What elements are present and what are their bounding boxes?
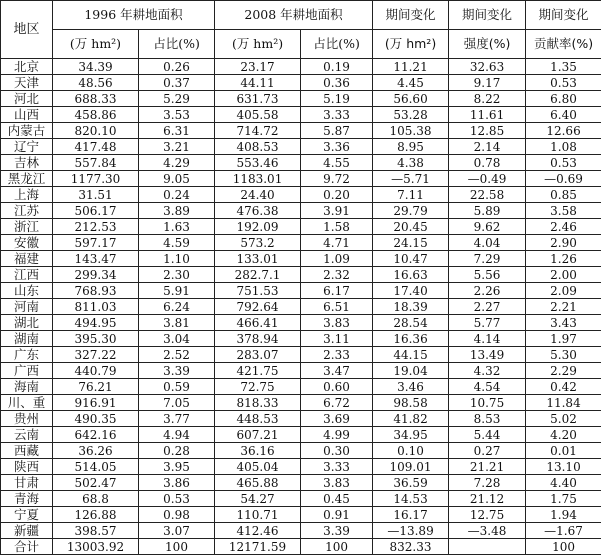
- cell-area-2008: 72.75: [215, 379, 301, 395]
- cell-share-1996: 1.63: [139, 219, 215, 235]
- table-row: [1, 491, 601, 507]
- subheader-share-1996: 占比(%): [139, 30, 215, 59]
- cell-contribution: 0.01: [526, 443, 601, 459]
- cell-area-1996: 395.30: [53, 331, 139, 347]
- cell-area-2008: 751.53: [215, 283, 301, 299]
- cell-region: 湖南: [1, 331, 53, 347]
- cell-share-1996: 0.98: [139, 507, 215, 523]
- cell-intensity: 5.44: [449, 427, 526, 443]
- table-row: [1, 155, 601, 171]
- table-row: [1, 347, 601, 363]
- cell-share-1996: 7.05: [139, 395, 215, 411]
- cell-change: 832.33: [373, 539, 449, 555]
- cell-share-2008: 0.20: [301, 187, 373, 203]
- cell-change: 10.47: [373, 251, 449, 267]
- cell-share-1996: 2.30: [139, 267, 215, 283]
- header-area-2008: 2008 年耕地面积: [215, 1, 373, 30]
- cell-area-2008: 12171.59: [215, 539, 301, 555]
- cell-share-1996: 3.07: [139, 523, 215, 539]
- cell-region: 山东: [1, 283, 53, 299]
- cell-change: 18.39: [373, 299, 449, 315]
- cell-intensity: 10.75: [449, 395, 526, 411]
- cell-region: 陕西: [1, 459, 53, 475]
- cell-change: 16.17: [373, 507, 449, 523]
- cell-change: 7.11: [373, 187, 449, 203]
- total-row: [1, 539, 601, 555]
- cell-contribution: 11.84: [526, 395, 601, 411]
- cell-intensity: 9.62: [449, 219, 526, 235]
- cell-region: 山西: [1, 107, 53, 123]
- cell-region: 甘肃: [1, 475, 53, 491]
- cell-intensity: [449, 539, 526, 555]
- cell-share-2008: 6.17: [301, 283, 373, 299]
- cell-change: 4.38: [373, 155, 449, 171]
- cell-area-1996: 398.57: [53, 523, 139, 539]
- table-row: [1, 427, 601, 443]
- cell-contribution: 1.35: [526, 59, 601, 75]
- cell-region: 合计: [1, 539, 53, 555]
- cell-area-2008: 1183.01: [215, 171, 301, 187]
- cell-share-2008: 3.33: [301, 459, 373, 475]
- cell-area-2008: 818.33: [215, 395, 301, 411]
- cell-share-1996: 3.77: [139, 411, 215, 427]
- cell-area-2008: 714.72: [215, 123, 301, 139]
- cell-area-2008: 631.73: [215, 91, 301, 107]
- cell-area-2008: 421.75: [215, 363, 301, 379]
- table-row: [1, 139, 601, 155]
- cell-share-1996: 6.24: [139, 299, 215, 315]
- cell-intensity: 8.53: [449, 411, 526, 427]
- cell-change: 20.45: [373, 219, 449, 235]
- cell-area-1996: 440.79: [53, 363, 139, 379]
- cell-area-2008: 24.40: [215, 187, 301, 203]
- cell-contribution: 3.58: [526, 203, 601, 219]
- cell-share-2008: 3.11: [301, 331, 373, 347]
- table-row: [1, 395, 601, 411]
- cell-intensity: 0.27: [449, 443, 526, 459]
- cell-region: 宁夏: [1, 507, 53, 523]
- table-row: [1, 203, 601, 219]
- cell-share-2008: 0.60: [301, 379, 373, 395]
- cell-share-1996: 0.53: [139, 491, 215, 507]
- table-row: [1, 267, 601, 283]
- header-change: 期间变化: [373, 1, 449, 30]
- table-row: [1, 219, 601, 235]
- subheader-change: (万 hm²): [373, 30, 449, 59]
- cell-contribution: —1.67: [526, 523, 601, 539]
- cell-share-1996: 0.28: [139, 443, 215, 459]
- cell-change: 36.59: [373, 475, 449, 491]
- cell-share-2008: 3.47: [301, 363, 373, 379]
- table-row: [1, 107, 601, 123]
- cell-area-2008: 465.88: [215, 475, 301, 491]
- cell-share-1996: 5.91: [139, 283, 215, 299]
- cell-change: 56.60: [373, 91, 449, 107]
- cell-share-2008: 6.72: [301, 395, 373, 411]
- table-row: [1, 379, 601, 395]
- cell-area-1996: 299.34: [53, 267, 139, 283]
- cell-share-2008: 0.45: [301, 491, 373, 507]
- subheader-share-2008: 占比(%): [301, 30, 373, 59]
- header-row-1: [1, 1, 601, 30]
- table-row: [1, 171, 601, 187]
- cell-area-2008: 54.27: [215, 491, 301, 507]
- cell-region: 云南: [1, 427, 53, 443]
- cell-intensity: 4.32: [449, 363, 526, 379]
- cell-area-1996: 34.39: [53, 59, 139, 75]
- cell-area-2008: 573.2: [215, 235, 301, 251]
- cell-region: 川、重: [1, 395, 53, 411]
- cell-region: 黑龙江: [1, 171, 53, 187]
- cell-intensity: 4.54: [449, 379, 526, 395]
- cell-share-1996: 0.59: [139, 379, 215, 395]
- cell-share-2008: 1.58: [301, 219, 373, 235]
- cell-share-2008: 2.32: [301, 267, 373, 283]
- cell-share-2008: 4.71: [301, 235, 373, 251]
- table-row: [1, 443, 601, 459]
- cell-area-1996: 490.35: [53, 411, 139, 427]
- header-contribution: 期间变化: [526, 1, 601, 30]
- cell-share-2008: 4.55: [301, 155, 373, 171]
- cell-intensity: 8.22: [449, 91, 526, 107]
- cell-share-1996: 6.31: [139, 123, 215, 139]
- cell-change: 105.38: [373, 123, 449, 139]
- cell-change: 16.36: [373, 331, 449, 347]
- table-row: [1, 363, 601, 379]
- cell-change: 8.95: [373, 139, 449, 155]
- cell-region: 江西: [1, 267, 53, 283]
- cell-change: 17.40: [373, 283, 449, 299]
- cell-area-2008: 476.38: [215, 203, 301, 219]
- cell-contribution: 2.29: [526, 363, 601, 379]
- cell-contribution: 13.10: [526, 459, 601, 475]
- cell-region: 河北: [1, 91, 53, 107]
- table-row: [1, 411, 601, 427]
- cell-intensity: 21.21: [449, 459, 526, 475]
- cell-change: 28.54: [373, 315, 449, 331]
- cell-region: 河南: [1, 299, 53, 315]
- cell-region: 北京: [1, 59, 53, 75]
- cell-area-1996: 768.93: [53, 283, 139, 299]
- cell-area-2008: 283.07: [215, 347, 301, 363]
- cell-contribution: 2.90: [526, 235, 601, 251]
- header-region: 地区: [1, 1, 53, 59]
- cell-area-1996: 642.16: [53, 427, 139, 443]
- cell-change: 0.10: [373, 443, 449, 459]
- cell-share-1996: 3.21: [139, 139, 215, 155]
- cell-area-1996: 1177.30: [53, 171, 139, 187]
- cell-share-2008: 3.91: [301, 203, 373, 219]
- cell-change: —13.89: [373, 523, 449, 539]
- cell-region: 海南: [1, 379, 53, 395]
- cell-contribution: 2.21: [526, 299, 601, 315]
- cell-area-2008: 553.46: [215, 155, 301, 171]
- cell-share-1996: 1.10: [139, 251, 215, 267]
- cell-change: 53.28: [373, 107, 449, 123]
- cell-intensity: 2.27: [449, 299, 526, 315]
- cell-region: 江苏: [1, 203, 53, 219]
- cell-intensity: 13.49: [449, 347, 526, 363]
- cell-share-2008: 3.83: [301, 315, 373, 331]
- table-row: [1, 187, 601, 203]
- cell-share-1996: 0.24: [139, 187, 215, 203]
- cell-area-1996: 76.21: [53, 379, 139, 395]
- cell-intensity: 2.26: [449, 283, 526, 299]
- cell-area-1996: 417.48: [53, 139, 139, 155]
- cell-share-2008: 3.36: [301, 139, 373, 155]
- cell-area-1996: 212.53: [53, 219, 139, 235]
- cell-change: 24.15: [373, 235, 449, 251]
- cell-contribution: 1.26: [526, 251, 601, 267]
- cell-contribution: 0.53: [526, 155, 601, 171]
- cell-intensity: 2.14: [449, 139, 526, 155]
- cell-intensity: 32.63: [449, 59, 526, 75]
- cell-intensity: 22.58: [449, 187, 526, 203]
- cell-area-1996: 506.17: [53, 203, 139, 219]
- cell-area-1996: 327.22: [53, 347, 139, 363]
- cell-region: 新疆: [1, 523, 53, 539]
- cell-share-2008: 0.91: [301, 507, 373, 523]
- cell-intensity: 7.28: [449, 475, 526, 491]
- table-row: [1, 459, 601, 475]
- cell-area-1996: 126.88: [53, 507, 139, 523]
- table-row: [1, 235, 601, 251]
- subheader-intensity: 强度(%): [449, 30, 526, 59]
- cell-share-2008: 5.87: [301, 123, 373, 139]
- cell-intensity: 12.75: [449, 507, 526, 523]
- table-row: [1, 59, 601, 75]
- cell-share-1996: 0.26: [139, 59, 215, 75]
- cell-area-2008: 378.94: [215, 331, 301, 347]
- cell-share-1996: 4.29: [139, 155, 215, 171]
- cell-contribution: 100: [526, 539, 601, 555]
- cell-region: 广西: [1, 363, 53, 379]
- header-intensity: 期间变化: [449, 1, 526, 30]
- cell-area-1996: 514.05: [53, 459, 139, 475]
- cell-region: 广东: [1, 347, 53, 363]
- cell-change: 34.95: [373, 427, 449, 443]
- cell-contribution: 4.20: [526, 427, 601, 443]
- cell-area-2008: 36.16: [215, 443, 301, 459]
- subheader-area-1996: (万 hm²): [53, 30, 139, 59]
- cell-change: —5.71: [373, 171, 449, 187]
- cell-change: 41.82: [373, 411, 449, 427]
- cell-share-2008: 0.19: [301, 59, 373, 75]
- cell-share-1996: 3.39: [139, 363, 215, 379]
- cell-area-1996: 458.86: [53, 107, 139, 123]
- cell-intensity: 5.89: [449, 203, 526, 219]
- cell-change: 19.04: [373, 363, 449, 379]
- header-area-1996: 1996 年耕地面积: [53, 1, 215, 30]
- cell-region: 贵州: [1, 411, 53, 427]
- cell-change: 109.01: [373, 459, 449, 475]
- cell-intensity: —3.48: [449, 523, 526, 539]
- cell-area-1996: 48.56: [53, 75, 139, 91]
- cell-change: 14.53: [373, 491, 449, 507]
- cell-region: 内蒙古: [1, 123, 53, 139]
- cell-change: 16.63: [373, 267, 449, 283]
- cell-area-2008: 412.46: [215, 523, 301, 539]
- cell-intensity: 7.29: [449, 251, 526, 267]
- cell-contribution: 5.02: [526, 411, 601, 427]
- table-row: [1, 91, 601, 107]
- cell-intensity: 12.85: [449, 123, 526, 139]
- cell-intensity: 5.56: [449, 267, 526, 283]
- cell-region: 西藏: [1, 443, 53, 459]
- table-row: [1, 251, 601, 267]
- cell-share-2008: 2.33: [301, 347, 373, 363]
- cell-share-2008: 5.19: [301, 91, 373, 107]
- cell-share-2008: 100: [301, 539, 373, 555]
- cell-share-1996: 0.37: [139, 75, 215, 91]
- cell-contribution: 6.40: [526, 107, 601, 123]
- cell-area-1996: 820.10: [53, 123, 139, 139]
- cell-contribution: 12.66: [526, 123, 601, 139]
- cell-contribution: 1.75: [526, 491, 601, 507]
- cell-share-1996: 3.89: [139, 203, 215, 219]
- cell-share-2008: 3.39: [301, 523, 373, 539]
- cell-share-2008: 1.09: [301, 251, 373, 267]
- table-row: [1, 523, 601, 539]
- table-header: [1, 1, 601, 59]
- cell-contribution: 2.00: [526, 267, 601, 283]
- subheader-contribution: 贡献率(%): [526, 30, 601, 59]
- cell-intensity: —0.49: [449, 171, 526, 187]
- cell-region: 青海: [1, 491, 53, 507]
- table-row: [1, 299, 601, 315]
- cell-region: 辽宁: [1, 139, 53, 155]
- cell-intensity: 4.04: [449, 235, 526, 251]
- cell-share-1996: 3.86: [139, 475, 215, 491]
- cell-contribution: 1.97: [526, 331, 601, 347]
- cell-contribution: —0.69: [526, 171, 601, 187]
- cell-area-1996: 916.91: [53, 395, 139, 411]
- cell-change: 44.15: [373, 347, 449, 363]
- cell-contribution: 0.53: [526, 75, 601, 91]
- cell-intensity: 11.61: [449, 107, 526, 123]
- cell-area-1996: 13003.92: [53, 539, 139, 555]
- cell-intensity: 5.77: [449, 315, 526, 331]
- cell-area-1996: 68.8: [53, 491, 139, 507]
- cell-area-2008: 466.41: [215, 315, 301, 331]
- cell-intensity: 9.17: [449, 75, 526, 91]
- cell-share-1996: 3.95: [139, 459, 215, 475]
- cell-area-1996: 143.47: [53, 251, 139, 267]
- cell-share-2008: 3.69: [301, 411, 373, 427]
- table-row: [1, 315, 601, 331]
- cell-area-2008: 607.21: [215, 427, 301, 443]
- table-row: [1, 283, 601, 299]
- cell-share-1996: 3.04: [139, 331, 215, 347]
- cell-share-1996: 3.53: [139, 107, 215, 123]
- cell-area-1996: 502.47: [53, 475, 139, 491]
- cell-intensity: 0.78: [449, 155, 526, 171]
- cell-share-1996: 5.29: [139, 91, 215, 107]
- cell-contribution: 1.94: [526, 507, 601, 523]
- cell-share-2008: 4.99: [301, 427, 373, 443]
- cell-area-2008: 405.04: [215, 459, 301, 475]
- cell-area-1996: 557.84: [53, 155, 139, 171]
- cell-area-2008: 133.01: [215, 251, 301, 267]
- cell-contribution: 1.08: [526, 139, 601, 155]
- table-row: [1, 123, 601, 139]
- cell-change: 4.45: [373, 75, 449, 91]
- cell-share-2008: 3.33: [301, 107, 373, 123]
- cell-area-1996: 494.95: [53, 315, 139, 331]
- cell-change: 3.46: [373, 379, 449, 395]
- table-row: [1, 75, 601, 91]
- cell-area-2008: 448.53: [215, 411, 301, 427]
- cell-region: 天津: [1, 75, 53, 91]
- cell-contribution: 2.46: [526, 219, 601, 235]
- header-row-2: [1, 30, 601, 59]
- cell-area-2008: 408.53: [215, 139, 301, 155]
- cell-share-1996: 4.94: [139, 427, 215, 443]
- cell-area-2008: 792.64: [215, 299, 301, 315]
- cell-contribution: 2.09: [526, 283, 601, 299]
- cell-share-1996: 9.05: [139, 171, 215, 187]
- cell-change: 11.21: [373, 59, 449, 75]
- cell-share-2008: 0.36: [301, 75, 373, 91]
- cell-area-1996: 688.33: [53, 91, 139, 107]
- cell-share-1996: 4.59: [139, 235, 215, 251]
- cell-intensity: 21.12: [449, 491, 526, 507]
- cell-share-2008: 0.30: [301, 443, 373, 459]
- cell-contribution: 0.42: [526, 379, 601, 395]
- cell-area-2008: 44.11: [215, 75, 301, 91]
- cell-region: 安徽: [1, 235, 53, 251]
- cell-area-2008: 192.09: [215, 219, 301, 235]
- cell-area-2008: 282.7.1: [215, 267, 301, 283]
- cell-contribution: 0.85: [526, 187, 601, 203]
- cell-contribution: 3.43: [526, 315, 601, 331]
- cell-area-2008: 405.58: [215, 107, 301, 123]
- cell-share-2008: 9.72: [301, 171, 373, 187]
- table-row: [1, 507, 601, 523]
- cell-region: 福建: [1, 251, 53, 267]
- cell-area-1996: 597.17: [53, 235, 139, 251]
- cell-share-1996: 3.81: [139, 315, 215, 331]
- cell-contribution: 6.80: [526, 91, 601, 107]
- cell-area-1996: 36.26: [53, 443, 139, 459]
- cell-share-2008: 3.83: [301, 475, 373, 491]
- cell-region: 湖北: [1, 315, 53, 331]
- cell-region: 吉林: [1, 155, 53, 171]
- cell-contribution: 4.40: [526, 475, 601, 491]
- cell-share-1996: 2.52: [139, 347, 215, 363]
- cell-change: 29.79: [373, 203, 449, 219]
- cell-share-2008: 6.51: [301, 299, 373, 315]
- table-row: [1, 475, 601, 491]
- cell-intensity: 4.14: [449, 331, 526, 347]
- cell-region: 浙江: [1, 219, 53, 235]
- table-row: [1, 331, 601, 347]
- cell-area-2008: 110.71: [215, 507, 301, 523]
- cell-area-1996: 811.03: [53, 299, 139, 315]
- subheader-area-2008: (万 hm²): [215, 30, 301, 59]
- table-body: [1, 59, 601, 555]
- cell-contribution: 5.30: [526, 347, 601, 363]
- cell-share-1996: 100: [139, 539, 215, 555]
- cell-region: 上海: [1, 187, 53, 203]
- cell-area-1996: 31.51: [53, 187, 139, 203]
- cell-change: 98.58: [373, 395, 449, 411]
- cell-area-2008: 23.17: [215, 59, 301, 75]
